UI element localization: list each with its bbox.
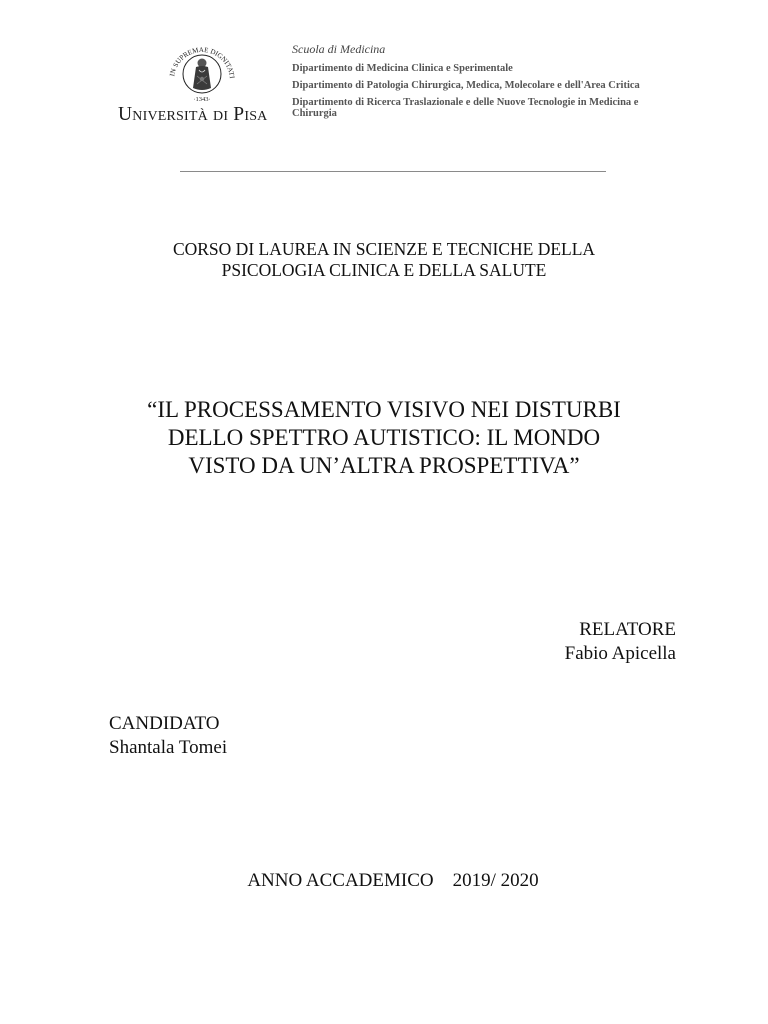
thesis-title-line: VISTO DA UN’ALTRA PROSPETTIVA” — [188, 453, 580, 478]
thesis-title — [0, 396, 768, 480]
academic-year-value: 2019/ 2020 — [452, 870, 539, 891]
relatore-label: RELATORE — [579, 619, 676, 640]
course-line: PSICOLOGIA CLINICA E DELLA SALUTE — [221, 260, 547, 280]
relatore-block — [565, 618, 676, 666]
svg-text:·1343·: ·1343· — [193, 96, 211, 103]
candidato-name: Shantala Tomei — [109, 737, 228, 758]
course-line: CORSO DI LAUREA IN SCIENZE E TECNICHE DELLA — [172, 239, 596, 259]
department-block — [292, 42, 682, 125]
header-divider — [180, 171, 606, 172]
candidato-block — [109, 712, 227, 760]
university-name: Università di Pisa — [118, 104, 268, 125]
university-seal-logo — [160, 40, 244, 104]
department-surgical-pathology: Dipartimento di Patologia Chirurgica, Medica, Molecolare e dell'Area Critica — [292, 80, 640, 91]
thesis-title-line: DELLO SPETTRO AUTISTICO: IL MONDO — [167, 425, 601, 450]
academic-year — [0, 870, 768, 892]
svg-text:IN SUPREMAE DIGNITATIS: IN SUPREMAE DIGNITATI — [168, 45, 236, 79]
academic-year-label: ANNO ACCADEMICO — [247, 870, 434, 891]
relatore-name: Fabio Apicella — [564, 643, 676, 664]
department-translational-research: Dipartimento di Ricerca Traslazionale e delle Nuove Tecnologie in Medicina e Chirurgia — [292, 97, 639, 119]
thesis-title-line: “IL PROCESSAMENTO VISIVO NEI DISTURBI — [147, 397, 621, 422]
school-name: Scuola di Medicina — [292, 42, 386, 56]
course-heading — [0, 239, 768, 281]
department-clinical-medicine: Dipartimento di Medicina Clinica e Sperimentale — [292, 63, 513, 74]
candidato-label: CANDIDATO — [109, 713, 220, 734]
